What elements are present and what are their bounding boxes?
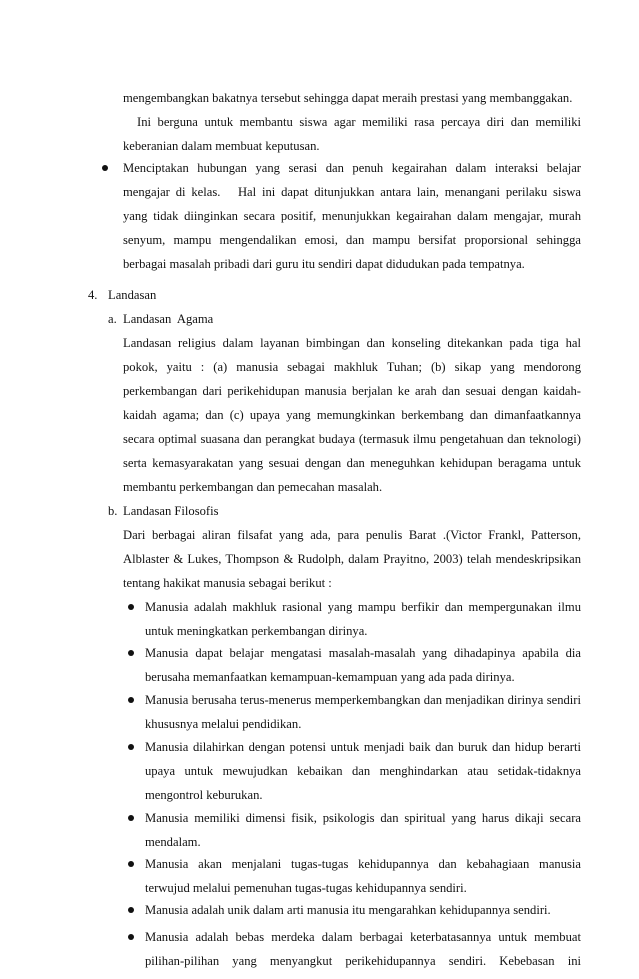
bullet-relation-line-2: mengajar di kelas. Hal ini dapat ditunjukkan antara lain, menangani perilaku siswa: [123, 185, 581, 199]
bullet-icon: [128, 861, 134, 867]
hakikat-8-line-1: Manusia adalah bebas merdeka dalam berbagai keterbatasannya untuk membuat: [145, 930, 581, 944]
bullet-icon: [128, 744, 134, 750]
hakikat-5-line-1: Manusia memiliki dimensi fisik, psikologis dan spiritual yang harus dikaji secara: [145, 811, 581, 825]
bullet-relation-line-4: senyum, mampu mengendalikan emosi, dan mampu bersifat proporsional sehingga: [123, 233, 581, 247]
hakikat-4-line-2: upaya untuk mewujudkan kebaikan dan menghindarkan atau setidak-tidaknya: [145, 764, 581, 778]
bullet-icon: [128, 604, 134, 610]
hakikat-3-line-1: Manusia berusaha terus-menerus memperkembangkan dan menjadikan dirinya sendiri: [145, 693, 581, 707]
hakikat-2-line-2: berusaha memanfaatkan kemampuan-kemampuan yang ada pada dirinya.: [145, 670, 515, 684]
bullet-icon: [128, 697, 134, 703]
bullet-icon: [128, 934, 134, 940]
subsection-b-letter: b.: [108, 504, 118, 518]
agama-line-6: serta kemasyarakatan yang sesuai dengan dan meneguhkan kehidupan beragama untuk: [123, 456, 581, 470]
hakikat-1-line-1: Manusia adalah makhluk rasional yang mampu berfikir dan mempergunakan ilmu: [145, 600, 581, 614]
bullet-icon: [128, 907, 134, 913]
hakikat-5-line-2: mendalam.: [145, 835, 201, 849]
hakikat-7-line-1: Manusia adalah unik dalam arti manusia itu mengarahkan kehidupannya sendiri.: [145, 903, 551, 917]
intro-line-2: Ini berguna untuk membantu siswa agar memiliki rasa percaya diri dan memiliki: [137, 115, 581, 129]
hakikat-4-line-1: Manusia dilahirkan dengan potensi untuk menjadi baik dan buruk dan hidup berarti: [145, 740, 581, 754]
bullet-relation-line-3: yang tidak diinginkan secara positif, menunjukkan kegairahan dalam mengajar, murah: [123, 209, 581, 223]
hakikat-6-line-1: Manusia akan menjalani tugas-tugas kehidupannya dan kebahagiaan manusia: [145, 857, 581, 871]
section-number: 4.: [88, 288, 98, 302]
bullet-relation-line-5: berbagai masalah pribadi dari guru itu sendiri dapat didudukan pada tempatnya.: [123, 257, 525, 271]
agama-line-5: secara optimal suasana dan perangkat budaya (termasuk ilmu pengetahuan dan teknologi): [123, 432, 581, 446]
bullet-icon: [128, 650, 134, 656]
bullet-icon: [102, 165, 108, 171]
intro-line-1: mengembangkan bakatnya tersebut sehingga dapat meraih prestasi yang membanggakan.: [123, 91, 573, 105]
agama-line-4: kaidah agama; dan (c) upaya yang memungkinkan berkembang dan dimanfaatkannya: [123, 408, 581, 422]
subsection-b-title: Landasan Filosofis: [123, 504, 219, 518]
subsection-a-title: Landasan Agama: [123, 312, 214, 326]
subsection-a-letter: a.: [108, 312, 117, 326]
agama-line-7: membantu perkembangan dan pemecahan masalah.: [123, 480, 383, 494]
agama-line-1: Landasan religius dalam layanan bimbingan dan konseling ditekankan pada tiga hal: [123, 336, 581, 350]
intro-line-3: keberanian dalam membuat keputusan.: [123, 139, 320, 153]
bullet-relation-line-1: Menciptakan hubungan yang serasi dan penuh kegairahan dalam interaksi belajar: [123, 161, 581, 175]
filosofis-line-3: tentang hakikat manusia sebagai berikut :: [123, 576, 332, 590]
filosofis-line-1: Dari berbagai aliran filsafat yang ada, para penulis Barat .(Victor Frankl, Patterson,: [123, 528, 581, 542]
section-title: Landasan: [108, 288, 157, 302]
hakikat-2-line-1: Manusia dapat belajar mengatasi masalah-masalah yang dihadapinya apabila dia: [145, 646, 581, 660]
agama-line-2: pokok, yaitu : (a) manusia sebagai makhluk Tuhan; (b) sikap yang mendorong: [123, 360, 581, 374]
hakikat-4-line-3: mengontrol keburukan.: [145, 788, 263, 802]
hakikat-1-line-2: untuk meningkatkan perkembangan dirinya.: [145, 624, 368, 638]
hakikat-3-line-2: khususnya melalui pendidikan.: [145, 717, 302, 731]
hakikat-6-line-2: terwujud melalui pemenuhan tugas-tugas kehidupannya sendiri.: [145, 881, 467, 895]
agama-line-3: perkembangan dari perikehidupan manusia berjalan ke arah dan sesuai dengan kaidah-: [123, 384, 581, 398]
filosofis-line-2: Alblaster & Lukes, Thompson & Rudolph, dalam Prayitno, 2003) telah mendeskripsikan: [123, 552, 581, 566]
bullet-icon: [128, 815, 134, 821]
hakikat-8-line-2: pilihan-pilihan yang menyangkut perikehidupannya sendiri. Kebebasan ini: [145, 954, 581, 968]
